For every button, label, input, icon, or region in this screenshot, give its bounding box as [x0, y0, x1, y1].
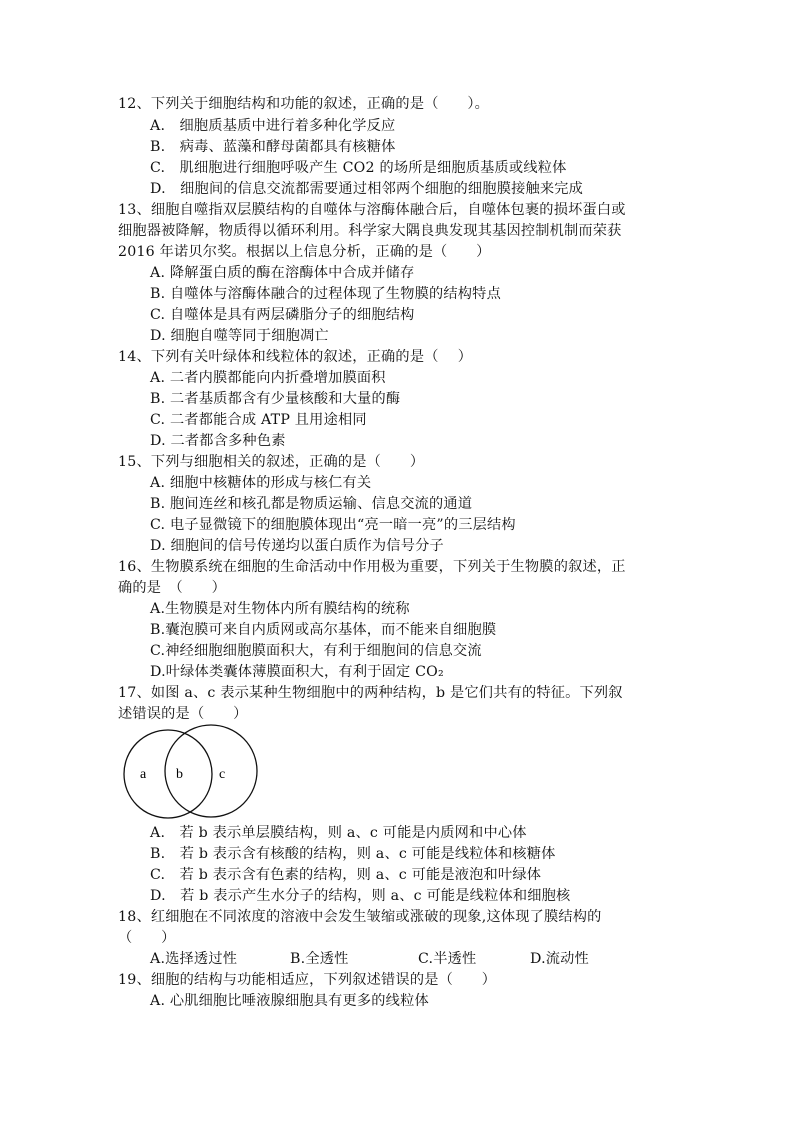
q12-stem: 12、下列关于细胞结构和功能的叙述，正确的是（ ）。	[118, 96, 490, 112]
q13-option-b: B. 自噬体与溶酶体融合的过程体现了生物膜的结构特点	[150, 286, 501, 302]
venn-diagram	[118, 722, 262, 822]
q13-stem-line-3: 2016 年诺贝尔奖。根据以上信息分析，正确的是（ ）	[118, 244, 491, 260]
q18-choice-a: A.选择透过性	[150, 951, 238, 967]
q18-choice-b: B.全透性	[290, 951, 349, 967]
q14-option-a: A. 二者内膜都能向内折叠增加膜面积	[150, 370, 386, 386]
venn-label-c: c	[219, 767, 226, 782]
q16-option-d: D.叶绿体类囊体薄膜面积大，有利于固定 CO₂	[150, 664, 444, 680]
q13-option-c: C. 自噬体是具有两层磷脂分子的细胞结构	[150, 307, 415, 323]
q15-option-b: B. 胞间连丝和核孔都是物质运输、信息交流的通道	[150, 496, 473, 512]
q18-choice-c: C.半透性	[418, 951, 477, 967]
q13-option-a: A. 降解蛋白质的酶在溶酶体中合成并储存	[150, 265, 415, 281]
q15-option-a: A. 细胞中核糖体的形成与核仁有关	[150, 475, 372, 491]
q19-option-a: A. 心肌细胞比唾液腺细胞具有更多的线粒体	[150, 993, 429, 1009]
circle-a	[124, 730, 212, 818]
q17-option-a: A. 若 b 表示单层膜结构，则 a、c 可能是内质网和中心体	[150, 825, 527, 841]
q17-option-b: B. 若 b 表示含有核酸的结构，则 a、c 可能是线粒体和核糖体	[150, 846, 556, 862]
q13-option-d: D. 细胞自噬等同于细胞凋亡	[150, 328, 329, 344]
q14-option-b: B. 二者基质都含有少量核酸和大量的酶	[150, 391, 401, 407]
q14-option-c: C. 二者都能合成 ATP 且用途相同	[150, 412, 367, 428]
q18-choices	[150, 949, 650, 970]
q16-option-b: B.囊泡膜可来自内质网或高尔基体，而不能来自细胞膜	[150, 622, 497, 638]
q18-stem-line-1: 18、红细胞在不同浓度的溶液中会发生皱缩或涨破的现象,这体现了膜结构的	[118, 909, 602, 925]
q17-stem-line-2: 述错误的是（ ）	[118, 706, 248, 722]
q14-option-d: D. 二者都含多种色素	[150, 433, 286, 449]
q18-choice-d: D.流动性	[530, 951, 589, 967]
q15-option-c: C. 电子显微镜下的细胞膜体现出“亮一暗一亮”的三层结构	[150, 517, 516, 533]
q16-stem-line-1: 16、生物膜系统在细胞的生命活动中作用极为重要，下列关于生物膜的叙述，正	[118, 559, 626, 575]
q14-stem: 14、下列有关叶绿体和线粒体的叙述，正确的是（ ）	[118, 349, 473, 365]
q16-stem-line-2: 确的是 （ ）	[118, 580, 227, 596]
venn-label-a: a	[140, 767, 147, 782]
q17-option-d: D. 若 b 表示产生水分子的结构，则 a、c 可能是线粒体和细胞核	[150, 888, 571, 904]
q15-stem: 15、下列与细胞相关的叙述，正确的是（ ）	[118, 454, 425, 470]
venn-label-b: b	[176, 767, 183, 782]
q17-option-c: C. 若 b 表示含有色素的结构，则 a、c 可能是液泡和叶绿体	[150, 867, 542, 883]
q15-option-d: D. 细胞间的信号传递均以蛋白质作为信号分子	[150, 538, 444, 554]
q17-stem-line-1: 17、如图 a、c 表示某种生物细胞中的两种结构，b 是它们共有的特征。下列叙	[118, 685, 623, 701]
q18-stem-line-2: （ ）	[118, 930, 176, 946]
q12-option-b: B. 病毒、蓝藻和酵母菌都具有核糖体	[150, 139, 396, 155]
q16-option-c: C.神经细胞细胞膜面积大，有利于细胞间的信息交流	[150, 643, 482, 659]
q16-option-a: A.生物膜是对生物体内所有膜结构的统称	[150, 601, 410, 617]
q13-stem-line-2: 细胞器被降解，物质得以循环利用。科学家大隅良典发现其基因控制机制而荣获	[118, 223, 622, 239]
q13-stem-line-1: 13、细胞自噬指双层膜结构的自噬体与溶酶体融合后，自噬体包裹的损坏蛋白或	[118, 202, 626, 218]
q12-option-a: A. 细胞质基质中进行着多种化学反应	[150, 118, 396, 134]
q12-option-d: D. 细胞间的信息交流都需要通过相邻两个细胞的细胞膜接触来完成	[150, 181, 584, 197]
q12-option-c: C. 肌细胞进行细胞呼吸产生 CO2 的场所是细胞质基质或线粒体	[150, 160, 567, 176]
q19-stem: 19、细胞的结构与功能相适应，下列叙述错误的是（ ）	[118, 972, 497, 988]
